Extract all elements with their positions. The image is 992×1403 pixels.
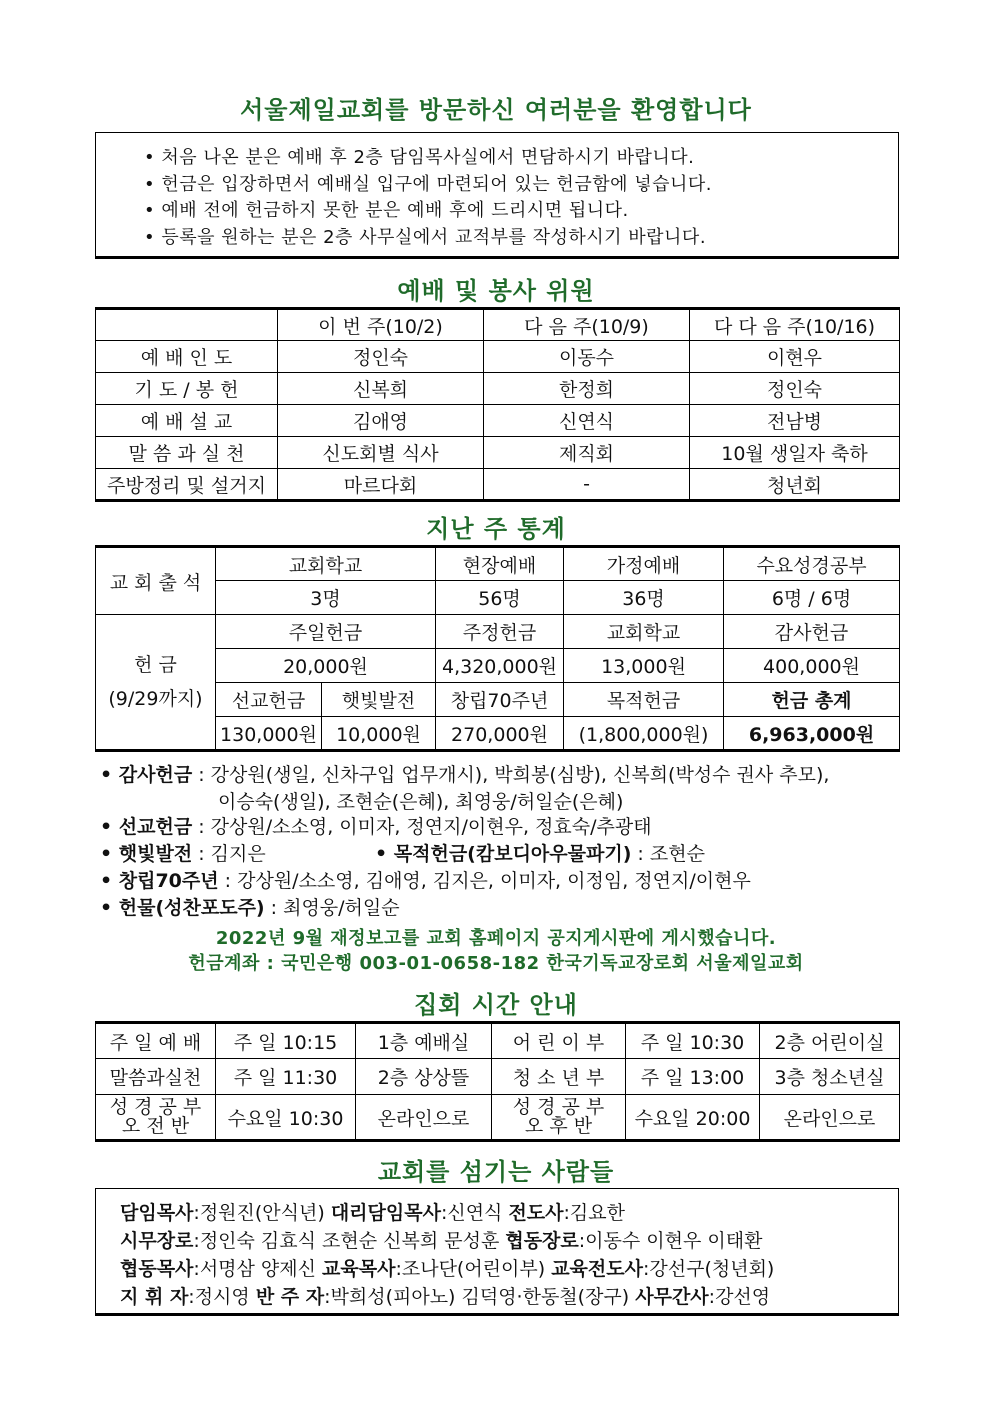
thanks-label: • 감사헌금 [100, 764, 193, 786]
duty-header-cell [96, 309, 278, 341]
thanks-line-2: 이승숙(생일), 조현순(은혜), 최영웅/허일순(은혜) [218, 791, 624, 813]
schedule-cell: 주 일 10:15 [216, 1023, 356, 1059]
attendance-value-row [96, 581, 900, 615]
schedule-cell: 온라인으로 [760, 1095, 900, 1141]
stats-table [95, 545, 900, 752]
purpose-label: • 목적헌금(캄보디아우물파기) [375, 843, 632, 865]
gift-line [100, 893, 400, 920]
stats-value-cell: 400,000원 [724, 649, 900, 683]
welcome-title: 서울제일교회를 방문하신 여러분을 환영합니다 [240, 96, 752, 124]
stats-header-cell: 가정예배 [564, 547, 724, 581]
offering-header-row [96, 615, 900, 649]
staff-names: :정원진(안식년) [193, 1202, 331, 1224]
stats-header-cell: 현장예배 [436, 547, 564, 581]
stats-header-cell: 교회학교 [216, 547, 436, 581]
stats-header-cell: 햇빛발전 [322, 683, 436, 717]
staff-line [120, 1283, 898, 1311]
staff-box [95, 1188, 899, 1316]
gift-text: : 최영웅/허일순 [264, 897, 400, 919]
schedule-table [95, 1021, 900, 1142]
offering-value-row-2 [96, 717, 900, 751]
offering-label-cell [96, 615, 216, 751]
schedule-cell: 온라인으로 [356, 1095, 492, 1141]
offering-value-row [96, 649, 900, 683]
report-notice: 2022년 9월 재정보고를 교회 홈페이지 공지게시판에 게시했습니다. [215, 928, 777, 949]
staff-role: 대리담임목사 [330, 1202, 441, 1224]
solar-label: • 햇빛발전 [100, 843, 193, 865]
mission-text: : 강상원/소소영, 이미자, 정연지/이현우, 정효숙/추광태 [192, 816, 652, 838]
staff-names: :서명삼 양제신 [193, 1258, 323, 1280]
schedule-cell: 주 일 11:30 [216, 1059, 356, 1095]
staff-role: 사무간사 [635, 1286, 709, 1308]
staff-line [120, 1199, 898, 1227]
anniv-text: : 강상원/소소영, 김애영, 김지은, 이미자, 이정임, 정연지/이현우 [218, 870, 751, 892]
duty-cell: - [484, 469, 690, 501]
schedule-cell: 성 경 공 부 오 후 반 [492, 1095, 626, 1141]
attendance-header-row [96, 547, 900, 581]
schedule-cell: 주 일 13:00 [626, 1059, 760, 1095]
stats-header-cell: 주정헌금 [436, 615, 564, 649]
duty-header-row [96, 309, 900, 341]
duty-cell: 김애영 [278, 405, 484, 437]
duty-row [96, 469, 900, 501]
staff-role: 협동목사 [120, 1258, 194, 1280]
account-notice: 헌금계좌 : 국민은행 003-01-0658-182 한국기독교장로회 서울제일교회 [188, 953, 804, 974]
purpose-text: : 조현순 [631, 843, 705, 865]
duty-cell: 이현우 [690, 341, 900, 373]
staff-role: 시무장로 [120, 1230, 194, 1252]
duty-row [96, 341, 900, 373]
staff-names: :정인숙 김효식 조현순 신복희 문성훈 [193, 1230, 506, 1252]
duty-header-cell: 이 번 주(10/2) [278, 309, 484, 341]
staff-names: :신연식 [440, 1202, 509, 1224]
schedule-cell: 말씀과실천 [96, 1059, 216, 1095]
purpose-line [375, 839, 705, 866]
offering-sub: (9/29까지) [108, 688, 203, 710]
duty-role: 주방정리 및 설거지 [96, 469, 278, 501]
welcome-box [95, 132, 899, 259]
staff-names: :조나단(어린이부) [395, 1258, 552, 1280]
schedule-row [96, 1095, 900, 1141]
offering-label: 헌 금 [134, 654, 177, 676]
duty-role: 예 배 인 도 [96, 341, 278, 373]
duty-cell: 신복희 [278, 373, 484, 405]
solar-line [100, 839, 266, 866]
duty-header-cell: 다 음 주(10/9) [484, 309, 690, 341]
stats-value-cell: 36명 [564, 581, 724, 615]
duty-row [96, 373, 900, 405]
staff-names: :강선영 [708, 1286, 771, 1308]
stats-header-cell: 선교헌금 [216, 683, 322, 717]
stats-header-cell: 수요성경공부 [724, 547, 900, 581]
staff-role: 교육목사 [322, 1258, 396, 1280]
anniv-label: • 창립70주년 [100, 870, 219, 892]
stats-value-cell: 20,000원 [216, 649, 436, 683]
schedule-cell: 수요일 20:00 [626, 1095, 760, 1141]
duty-header-cell: 다 다 음 주(10/16) [690, 309, 900, 341]
schedule-row [96, 1023, 900, 1059]
welcome-line: • 등록을 원하는 분은 2층 사무실에서 교적부를 작성하시기 바랍니다. [144, 226, 707, 248]
thanks-line [100, 760, 829, 787]
offering-total-header: 헌금 총계 [724, 683, 900, 717]
duty-cell: 신도회별 식사 [278, 437, 484, 469]
duty-cell: 마르다회 [278, 469, 484, 501]
schedule-row [96, 1059, 900, 1095]
duty-cell: 전남병 [690, 405, 900, 437]
staff-line [120, 1255, 898, 1283]
offering-total-value: 6,963,000원 [724, 717, 900, 751]
schedule-cell: 1층 예배실 [356, 1023, 492, 1059]
schedule-cell: 어 린 이 부 [492, 1023, 626, 1059]
staff-names: :이동수 이현우 이태환 [578, 1230, 763, 1252]
schedule-cell: 수요일 10:30 [216, 1095, 356, 1141]
duty-role: 예 배 설 교 [96, 405, 278, 437]
staff-role: 교육전도사 [551, 1258, 643, 1280]
duty-cell: 정인숙 [278, 341, 484, 373]
staff-role: 전도사 [508, 1202, 564, 1224]
stats-value-cell: 10,000원 [322, 717, 436, 751]
mission-label: • 선교헌금 [100, 816, 193, 838]
stats-title: 지난 주 통계 [426, 515, 566, 543]
stats-value-cell: 13,000원 [564, 649, 724, 683]
duty-cell: 한정희 [484, 373, 690, 405]
staff-title: 교회를 섬기는 사람들 [377, 1158, 615, 1186]
welcome-line: • 예배 전에 헌금하지 못한 분은 예배 후에 드리시면 됩니다. [144, 200, 629, 221]
staff-names: :강선구(청년회) [642, 1258, 775, 1280]
duty-row [96, 437, 900, 469]
schedule-cell: 2층 상상뜰 [356, 1059, 492, 1095]
duty-cell: 정인숙 [690, 373, 900, 405]
schedule-cell: 주 일 10:30 [626, 1023, 760, 1059]
staff-line [120, 1227, 898, 1255]
thanks-text: : 강상원(생일, 신차구입 업무개시), 박희봉(심방), 신복희(박성수 권사 추모), [192, 764, 830, 786]
attendance-label: 교 회 출 석 [96, 547, 216, 615]
stats-header-cell: 주일헌금 [216, 615, 436, 649]
duty-cell: 이동수 [484, 341, 690, 373]
staff-names: :김요한 [563, 1202, 625, 1224]
duty-cell: 제직회 [484, 437, 690, 469]
schedule-cell: 주 일 예 배 [96, 1023, 216, 1059]
anniv-line [100, 866, 751, 893]
duty-cell: 청년회 [690, 469, 900, 501]
duty-role: 기 도 / 봉 헌 [96, 373, 278, 405]
staff-role: 담임목사 [120, 1202, 194, 1224]
stats-value-cell: 56명 [436, 581, 564, 615]
offering-header-row-2 [96, 683, 900, 717]
duty-cell: 신연식 [484, 405, 690, 437]
schedule-title: 집회 시간 안내 [414, 991, 578, 1019]
staff-names: :정시영 [188, 1286, 256, 1308]
welcome-line: • 처음 나온 분은 예배 후 2층 담임목사실에서 면담하시기 바랍니다. [144, 147, 695, 168]
stats-value-cell: 4,320,000원 [436, 649, 564, 683]
duty-title: 예배 및 봉사 위원 [397, 277, 595, 305]
stats-value-cell: 6명 / 6명 [724, 581, 900, 615]
stats-value-cell: 270,000원 [436, 717, 564, 751]
mission-line [100, 812, 652, 839]
schedule-cell: 성 경 공 부 오 전 반 [96, 1095, 216, 1141]
schedule-cell: 청 소 년 부 [492, 1059, 626, 1095]
staff-role: 반 주 자 [255, 1286, 325, 1308]
staff-role: 협동장로 [505, 1230, 579, 1252]
stats-value-cell: (1,800,000원) [564, 717, 724, 751]
stats-header-cell: 감사헌금 [724, 615, 900, 649]
duty-cell: 10월 생일자 축하 [690, 437, 900, 469]
staff-names: :박희성(피아노) 김덕영·한동철(장구) [324, 1286, 636, 1308]
duty-row [96, 405, 900, 437]
stats-header-cell: 교회학교 [564, 615, 724, 649]
stats-header-cell: 창립70주년 [436, 683, 564, 717]
solar-text: : 김지은 [192, 843, 266, 865]
schedule-cell: 3층 청소년실 [760, 1059, 900, 1095]
stats-value-cell: 130,000원 [216, 717, 322, 751]
welcome-line: • 헌금은 입장하면서 예배실 입구에 마련되어 있는 헌금함에 넣습니다. [144, 173, 712, 195]
stats-header-cell: 목적헌금 [564, 683, 724, 717]
stats-value-cell: 3명 [216, 581, 436, 615]
duty-table [95, 307, 900, 502]
staff-role: 지 휘 자 [120, 1286, 189, 1308]
duty-role: 말 씀 과 실 천 [96, 437, 278, 469]
schedule-cell: 2층 어린이실 [760, 1023, 900, 1059]
gift-label: • 헌물(성찬포도주) [100, 897, 265, 919]
